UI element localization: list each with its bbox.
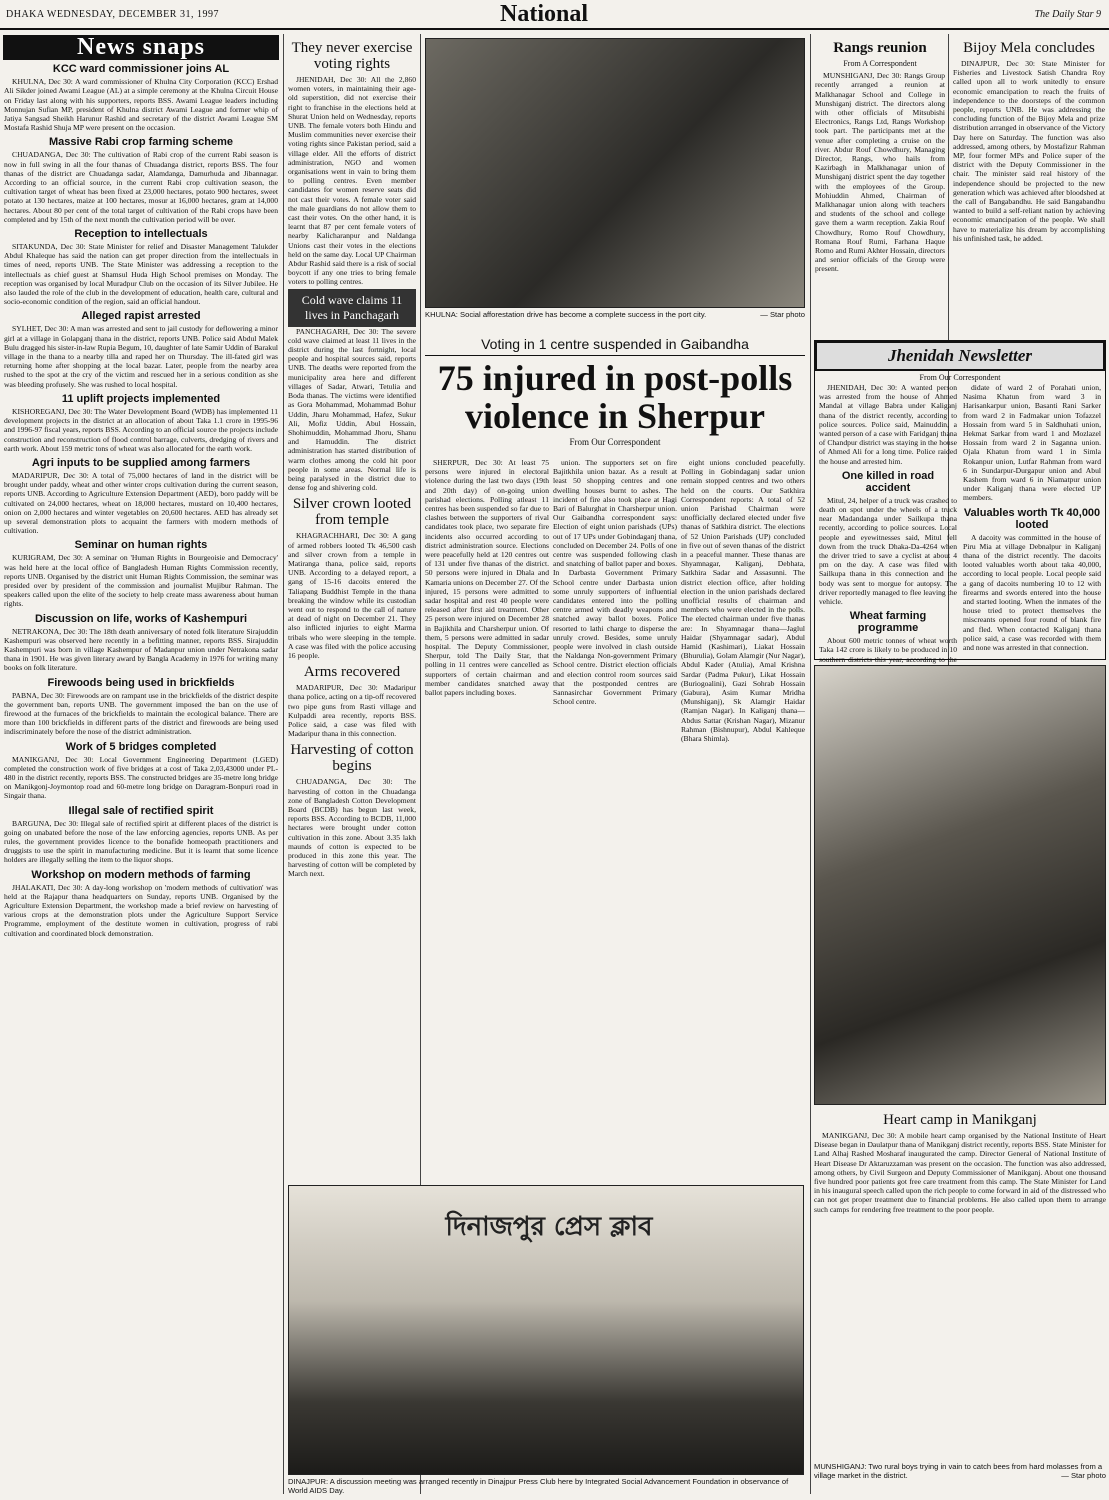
lead-story-col1	[425, 458, 549, 1178]
munshiganj-photo-caption: MUNSHIGANJ: Two rural boys trying in vain to catch bees from hard molasses from a village market in the district. — Star photo	[814, 1462, 1106, 1480]
news-snaps-column	[4, 36, 278, 1494]
story-headline: Firewoods being used in brickfields	[47, 676, 235, 689]
story-headline: KCC ward commissioner joins AL	[52, 63, 230, 76]
story-body: DINAJPUR, Dec 30: State Minister for Fisheries and Livestock Satish Chandra Roy called upon all to work unitedly to ensure economic emancipation to reach the fruits of independence to the doorsteps of the common people, reports UNB. He was addressing the concluding function of the Bijoy Mela and prize distribution arranged in observance of the Victory Day here on Saturday. The function was also addressed, among others, by Mostafizur Rahman MP, four former MPs and Police super of the district with the Deputy Commissioner in the chair. The minister said real history of the independence should be projected to the new generation which was achieved after bloodshed at the call of Bangabandhu. He said Bangabandhu wanted to build a self-reliant nation by achieving economic emancipation of the people. We shall have to materialize his dream by accomplishing his unfinished task, he added.	[953, 59, 1105, 243]
page-number: The Daily Star 9	[1034, 9, 1101, 20]
story-body: JHENIDAH, Dec 30: A wanted person was arrested from the house of Ahmed Mandal at village Babra under Kaliganj thana of the district recently, according to police sources. Police said, Mainuddin, a wanted person of a case with Faridganj thana of Chandpur district was staying in the house of Ahmed Ali for a long time. Police raided the house and arrested him.	[819, 383, 957, 466]
story-body: KHAGRACHHARI, Dec 30: A gang of armed robbers looted Tk 46,500 cash and silver crown from a temple in Matiranga thana, police said, reports UNB. According to a delayed report, a gang of 15-16 dacoits entered the Taliapang Buddhist Temple in the thana breaking the window while its custodian went out to respond to the call of nature at dead of night on December 21. They also inflicted injuries to eight Marma tribals who were sleeping in the temple. A case was filed with the police accusing 16 people.	[288, 531, 416, 660]
story-body: A dacoity was committed in the house of Piru Mia at village Debnalpur in Kaliganj thana of the district recently. The dacoits looted valuables worth about taka 40,000, according to local people. Local people said a gang of dacoits numbering 10 to 12 with firearms and swords entered into the house and started looting. When the inmates of the house tried to protect themselves the miscreants opened four round of blank fire and fled. When contacted Kaliganj thana police said, a case was recorded with them and none was arrested in that connection.	[963, 532, 1101, 653]
jhenidah-col1	[819, 383, 957, 664]
story-body: MADARIPUR, Dec 30: Madaripur thana police, acting on a tip-off recovered two pipe guns from Rasti village and Kulpaddi area recently, reports BSS. Police said, a case was filed with Madaripur thana in this connection.	[288, 683, 416, 739]
story-headline: 11 uplift projects implemented	[61, 392, 221, 405]
lead-story-col3	[681, 458, 805, 1178]
story-body: JHALAKATI, Dec 30: A day-long workshop on 'modern methods of cultivation' was held at the Rajapur thana headquarters on Sunday, reports UNB. Organised by the Agriculture Extension Department, the workshop made a brief review on harvesting of various crops at the demonstration plots under the Agriculture Support Service Programme, employment of the destitute women in cultivation, progress of rabi cultivation and coordinated block demonstration.	[4, 882, 278, 938]
photo-credit: — Star photo	[1061, 1471, 1106, 1480]
rangs-reunion-story	[815, 36, 945, 336]
headline-kicker: Voting in 1 centre suspended in Gaibandha	[481, 336, 749, 352]
lead-story-header	[425, 336, 805, 454]
story-headline: Work of 5 bridges completed	[65, 740, 217, 753]
column-rule	[283, 34, 284, 1494]
story-body: KURIGRAM, Dec 30: A seminar on 'Human Rights in Bourgeoisie and Democracy' was held here at the local office of Bangladesh Human Rights Commission recently, reports UNB. Organised by the district unit Human Rights Commission, the seminar was presided over by president of the commission and journalist Mujibur Rahman. The speakers called upon the elite of the society to help create mass awareness about human rights.	[4, 553, 278, 609]
heart-camp-story	[814, 1108, 1106, 1460]
story-body: MANIKGANJ, Dec 30: Local Government Engineering Department (LGED) completed the construction work of five bridges at a cost of Taka 2,03,43000 under PL-480 in the district recently, reports BSS. The constructed bridges are 35-metre long bridge on Manikgonj-Joymontop road and 60-metre long bridge on Daragram-Bonpuri road in Singair thana.	[4, 754, 278, 801]
story-headline: Discussion on life, works of Kashempuri	[34, 612, 248, 625]
issue-date: DHAKA WEDNESDAY, DECEMBER 31, 1997	[6, 9, 219, 20]
story-headline: Illegal sale of rectified spirit	[68, 804, 214, 817]
story-headline: One killed in road accident	[841, 469, 935, 494]
story-headline: Arms recovered	[303, 664, 401, 681]
story-headline: Seminar on human rights	[74, 539, 208, 552]
column-two	[288, 36, 416, 1178]
press-club-banner: দিনাজপুর প্রেস ক্লাব	[445, 1212, 653, 1242]
masthead	[0, 0, 1109, 30]
story-body: BARGUNA, Dec 30: Illegal sale of rectified spirit at different places of the district is going on unabated before the nose of the law enforcing agencies, reports UNB. As per rules, the government provides licence to the bonafide homeopath practitioners and druggists to use the spirit in manufacturing medicine. But it is learnt that some licence holders are illegally selling the item to the liquor shops.	[4, 818, 278, 865]
story-body: CHUADANGA, Dec 30: The harvesting of cotton in the Chuadanga zone of Bangladesh Cotton Development Board (BCDB) has begun last week, reports BSS. According to BCDB, 11,000 hectares were brought under cotton cultivation in this zone. About 3.35 lakh maunds of cotton is expected to be produced in this zone this year. The harvesting of cotton will be completed by March next.	[288, 777, 416, 879]
story-headline: Silver crown looted from temple	[292, 496, 412, 529]
story-headline: Reception to intellectuals	[74, 228, 208, 241]
story-body: PABNA, Dec 30: Firewoods are on rampant use in the brickfields of the district despite the government ban, reports UNB. The government imposed the ban on the use of firewood at the furnaces of the brickfields to maintain the ecological balance. There are more than 100 brickfields in different parts of the district and firewoods are being used indiscriminately before the nose of the district administration.	[4, 690, 278, 737]
jhenidah-banner: Jhenidah Newsletter	[815, 341, 1105, 371]
story-body: eight unions concluded peacefully. Polling in Gobindaganj sadar union remain stopped centres and two others held on the courts. Our Satkhira Correspondent reports: A total of 52 union Parishad Chairman were unofficially declared elected under five thanas of Satkhira district. The elections of 52 Union Parishads (UP) concluded in five out of seven thanas of the district in a peaceful manner. These thanas are Shyamnagar, Kaliganj, Debhata, Satkhira Sadar and Assasunni. The district election office, after holding election in the union parishads declared unofficial results of chairman and members who were elected in the polls. The elected chairman under five thanas are: In Shyamnagar thana—Jaglul Haidar (Shyamnagar sadar), Abdul Hamid (Kashimari), Liakat Hossain (Bhurulia), Golam Alamgir (Nur Nagar), Abdul Kader (Atulia), Amal Krishna Sardar (Padma Pukur), Likat Hossain (Buriogoalini), Gazi Sohrab Hossain (Gabura), Asim Kumar Mridha (Munshiganj), Sk Alamgir Haidar (Ramjan Nagar). In Kaliganj thana—Abdus Sattar (Krishan Nagar), Mizanur Rahman (Bishnupur), Abdul Kahleque (Bhara Shimla).	[681, 458, 805, 744]
story-headline: Alleged rapist arrested	[81, 310, 201, 323]
story-headline: Bijoy Mela concludes	[963, 40, 1095, 56]
lead-headline: 75 injured in post-polls violence in Sherpur	[437, 358, 793, 436]
story-body: MANIKGANJ, Dec 30: A mobile heart camp organised by the National Institute of Heart Disease began in Daulatpur thana of Manikganj district recently, reports BSS. State Minister for Land Alhaj Rashed Mosharaf inaugurated the camp. Director General of National Institute of Heart Disease Dr Aktaruzzaman was present on the occasion. The function was also addressed, among others, by Civil Surgeon and Deputy Commissioner of Manikganj. About one thousand five hundred poor patients got free care treatment from this camp. The State Minister for Land in his inaugural speech called upon the rich people to come forward in aid of the distressed who can not get proper treatment due to financial problems. He also called upon them to arrange such camps for rendering free treatment to the poor people.	[814, 1131, 1106, 1214]
story-headline: Massive Rabi crop farming scheme	[48, 136, 233, 149]
story-headline: Valuables worth Tk 40,000 looted	[963, 506, 1101, 531]
bijoy-mela-story	[953, 36, 1105, 336]
story-body: KHULNA, Dec 30: A ward commissioner of Khulna City Corporation (KCC) Ershad Ali Sikder joined Awami League (AL) at a simple ceremony at the Khulna Circuit House on Friday last along with his supporters, reports BSS. Awami League leaders including Monnujan Sufian MP, president of Khulna district Awami League and former whip of Jatiya Sangsad Sheikh Harunur Rashid and secretary of the district Awami League SM Mostafa Rashid Shuja MP were present on the occasion.	[4, 77, 278, 133]
story-headline: Harvesting of cotton begins	[290, 742, 414, 775]
story-headline: They never exercise voting rights	[291, 40, 413, 72]
story-headline: Agri inputs to be supplied among farmers	[31, 456, 251, 469]
story-body: CHUADANGA, Dec 30: The cultivation of Rabi crop of the current Rabi season is now in full swing in all the four thanas of Chuadanga district, reports BSS. The four thanas of the district are Chuadanga sadar, Alamdanga, Damurhuda and Jibannagar. According to an official source, in the current Rabi crop cultivation season, the cultivation target of wheat has been fixed at 23,000 hectares, potato 900 hectares, sweet potato at 130 hectares, maize at 100 hectares, mosur at 16,000 hectares, gram at 14,000 hectares. About 80 per cent of the total target of cultivation of the Rabi crops have been completed and by 15th of the next month the cultivation period will be over.	[4, 150, 278, 224]
column-rule	[810, 34, 811, 1494]
khulna-photo-caption: KHULNA: Social afforestation drive has become a complete success in the port city. — Star photo	[425, 310, 805, 319]
jhenidah-col2	[963, 383, 1101, 655]
story-body: SITAKUNDA, Dec 30: State Minister for relief and Disaster Management Talukder Abdul Khaleque has said the nation can get proper direction from the intellectuals in times of need, reports UNB. The State Minister was addressing a reception to the intellectuals as chief guest at Shamsul Huda High School premises on Monday. The reception was organised by local Muradpur Club on the occasion of its Silver Jubilee. He also lauded the role of the club in the development of education, health care, cultural and socio-economic condition of the region, said an official handout.	[4, 242, 278, 307]
story-headline: Rangs reunion	[833, 40, 927, 56]
story-body: About 600 metric tonnes of wheat worth Taka 142 crore is likely to be produced in 10 southern districts this year, according to the	[819, 636, 957, 664]
munshiganj-photo	[814, 665, 1106, 1105]
story-body: SHERPUR, Dec 30: At least 75 persons were injured in electoral violence during the last two days (19th and 20th day) of on-going union parishad elections. Polling atleast 11 centres has been suspended so far due to clashes between the supporters of rival candidates took place, two separate fire incidents also occurred according to district administration source. Elections were peacefully held at 120 centres out of 131 under five thanas of the district. 50 persons were injured in Dhala and Kamaria unions on December 27. Of the injured, 15 persons were admitted to sadar hospital and rest 40 people were released after first aid treatment. Other 25 person were injured on December 28 in Bajikhila and Charsherpur union. Of them, 5 persons were admitted in sadar hospital. The Deputy Commissioner, Sherpur, told The Daily Star, that polling in 11 centres were cancelled as supporters of certain chairman and member candidates snatched away ballot papers including boxes.	[425, 458, 549, 698]
story-headline: Heart camp in Manikganj	[883, 1112, 1037, 1128]
story-body: MADARIPUR, Dec 30: A total of 75,000 hectares of land in the district will be brought under paddy, wheat and other winter crops cultivation during the current season, reports UNB. According to Agriculture Extension Department (AED), boro paddy will be cultivated on 24,000 hectares, wheat on 18,000 hectares, mustard on 10,400 hectares, onion on 2,000 hectares and winter vegetables on 20,600 hectares. AED has already set up several demonstration plots to acquaint the farmers with modern methods of cultivation.	[4, 470, 278, 536]
story-headline: Workshop on modern methods of farming	[31, 868, 251, 881]
cold-wave-box: Cold wave claims 11 lives in Panchagarh	[288, 289, 416, 327]
dinajpur-photo-caption: DINAJPUR: A discussion meeting was arranged recently in Dinajpur Press Club here by Integrated Social Advancement Foundation in observance of World AIDS Day.	[288, 1477, 789, 1495]
story-body: PANCHAGARH, Dec 30: The severe cold wave claimed at least 11 lives in the district during the last fortnight, local people and hospital sources said, reports UNB. The deaths were reported from the municipality area here and different villages of Sadar, Atwari, Tetulia and Boda thanas. The victims were identified as Gora Mohammad, Mohammad Bohur Uddin, Jharu Mohammad, Hafez, Sukur Ali, Mofiz Uddin, Abul Hossain, Shohimuddin, Mohammad Jhoru, Shanu and Hamuddin. The district administration has started distribution of warm clothes among the cold hit poor people in some areas. Normal life is being paralysed in the district due to dense fog and shivering cold.	[288, 326, 416, 493]
jhenidah-newsletter	[814, 340, 1106, 664]
story-body: MUNSHIGANJ, Dec 30: Rangs Group recently arranged a reunion at Malkhanagar School and College in Munshiganj district. The directors along with other officials of Mitsubishi Electronics, Rangs Ltd, Rangs Workshop took part. The participants met at the venue after completing a cruise on the river. Abdur Rouf Chowdhury, Managing Director, Rangs, who hails from Kazirbagh in Malkhanagar union of Munshiganj district spent the day together with the employees of the Group. Mohiuddin Ahmed, Chairman of Malkhanagar union along with teachers and students of the school and college gave them a warm reception. Zakia Rouf Chowdhury, Romo Rouf Chowdhury, Romana Rouf Rumi, Farhana Haque Romo and Rumi Akhter Hossain, directors and senior officials of the Group were present.	[815, 71, 945, 274]
story-body: didate of ward 2 of Porahati union, Nasima Khatun from ward 3 in Harisankarpur union, Basanti Rani Sarker from ward 2 in Fadmakar union Tofazzel Hossain from ward 5 in Saldhuhati union, Hekmat Sarkar from ward 1 and Mozlazel Hossain from ward 2 in Saganna union. Ojala Khatun from ward 1 in Simla Rokanpur union, Lutfar Rahman from ward 6 in Sundarpur-Durgapur union and Abul Kashem from ward 6 in Niamatpur union under Kaliganj thana were elected UP members.	[963, 383, 1101, 503]
byline: From Our Correspondent	[919, 373, 1001, 382]
story-body: union. The supporters set on fire Bajitkhila union bazar. As a result at least 50 shopping centres and one dwelling houses burnt to ashes. The incident of fire also took place at Hagi Bari of Balurghat in Charsherpur union. Our Gaibandha correspondent says: Election of eight union parishads (UPs) out of 17 UPs under Gobindaganj thana, concluded on December 24. Polls of one centre was suspended following clash and snatching of ballot paper and boxes. In Darbasta Government Primary School centre under Darbasta union some unruly supporters of influential candidates entered into the polling centre armed with deadly weapons and snatched away ballot boxes. Police resorted to lathi charge to disperse the unruly crowd. Besides, some unruly people were involved in clash outside the Naldanga Non-government Primary School centre. District election officials and election control room sources said that the postponded centres are Sannasirchar Government Primary School centre.	[553, 458, 677, 707]
section-title: National	[500, 1, 589, 27]
story-body: Mitul, 24, helper of a truck was crashed to death on spot under the wheels of a truck near Madandanga under Sailkupa thana recently, according to police sources. Local people and eyewitnesses said, Mitul fell down from the truck Dhaka-Da-4264 when the driver tried to save a cyclist at about 4 pm on the day. A case was filed with Sailkupa thana in this connection and the body was sent to morgue for autopsy. The driver reportedly managed to flee leaving the vehicle.	[819, 495, 957, 607]
spacer	[681, 1180, 805, 1190]
story-body: KISHOREGANJ, Dec 30: The Water Development Board (WDB) has implemented 11 development projects in the district at an allocation of about Taka 1.1 crore in 1995-96 and 1996-97 fiscal years, reports BSS. According to an official source the projects include construction and reconstruction of flood control barrage, culverts, dredging of rivers and earth work. About 159 metric tons of wheat was also allocated for the earth work.	[4, 406, 278, 453]
story-body: NETRAKONA, Dec 30: The 18th death anniversary of noted folk literature Sirajuddin Kashempuri was observed here recently in a befitting manner, reports BSS. Sirajuddin Kashempuri was born in village Kashempur of Madanpur union under Netrakona sadar thana in 1901. He was given literary award by Bangla Academy in 1976 for writing many books on folk literature.	[4, 626, 278, 673]
byline: From A Correspondent	[843, 59, 917, 68]
story-body: JHENIDAH, Dec 30: All the 2,860 women voters, in maintaining their age-old superstition, did not exercise their right to franchise in the elections held at Shurat Union held on Wednesday, reports UNB. The female voters both Hindu and Muslim communities never exercise their voting rights since Pakistan period, said a village elder. All the efforts of district administration, NGO and women organisations went in vain to bring them to polling centres. Even member candidates for women reserve seats did not cast their votes. A female voter said the male guardians do not allow them to cast their votes. On the other hand, it is learnt that 87 per cent female voters of nearby Kalicharanpur and Naldanga Unions cast their votes in the elections held on the same day. Local UP Chairman Abdur Rashid said there is a risk of social boycott if any one tries to bring female voters to polling centres.	[288, 75, 416, 287]
photo-credit: — Star photo	[760, 310, 805, 319]
story-headline: Wheat farming programme	[849, 610, 927, 635]
news-snaps-banner: News snaps	[4, 36, 278, 59]
dinajpur-photo	[288, 1185, 804, 1475]
lead-story-col2	[553, 458, 677, 1178]
byline: From Our Correspondent	[569, 437, 661, 447]
story-body: SYLHET, Dec 30: A man was arrested and sent to jail custody for deflowering a minor girl at a village in Golapganj thana in the district, reports UNB. Police said Abdul Malek Bulu dragged his sister-in-law Rupia Begum, 10, daughter of late Samir Uddin of Barakul village in the thana to a nearby tilla and raped her on Thursday. The ill-fated girl was returning home after shopping at the local bazar. Later, people from the nearby area rushed to the spot at the cry of the victim and rescued her in a serious condition as she was bleeding profusely. She was rushed to local hospital.	[4, 324, 278, 389]
khulna-photo	[425, 38, 805, 308]
